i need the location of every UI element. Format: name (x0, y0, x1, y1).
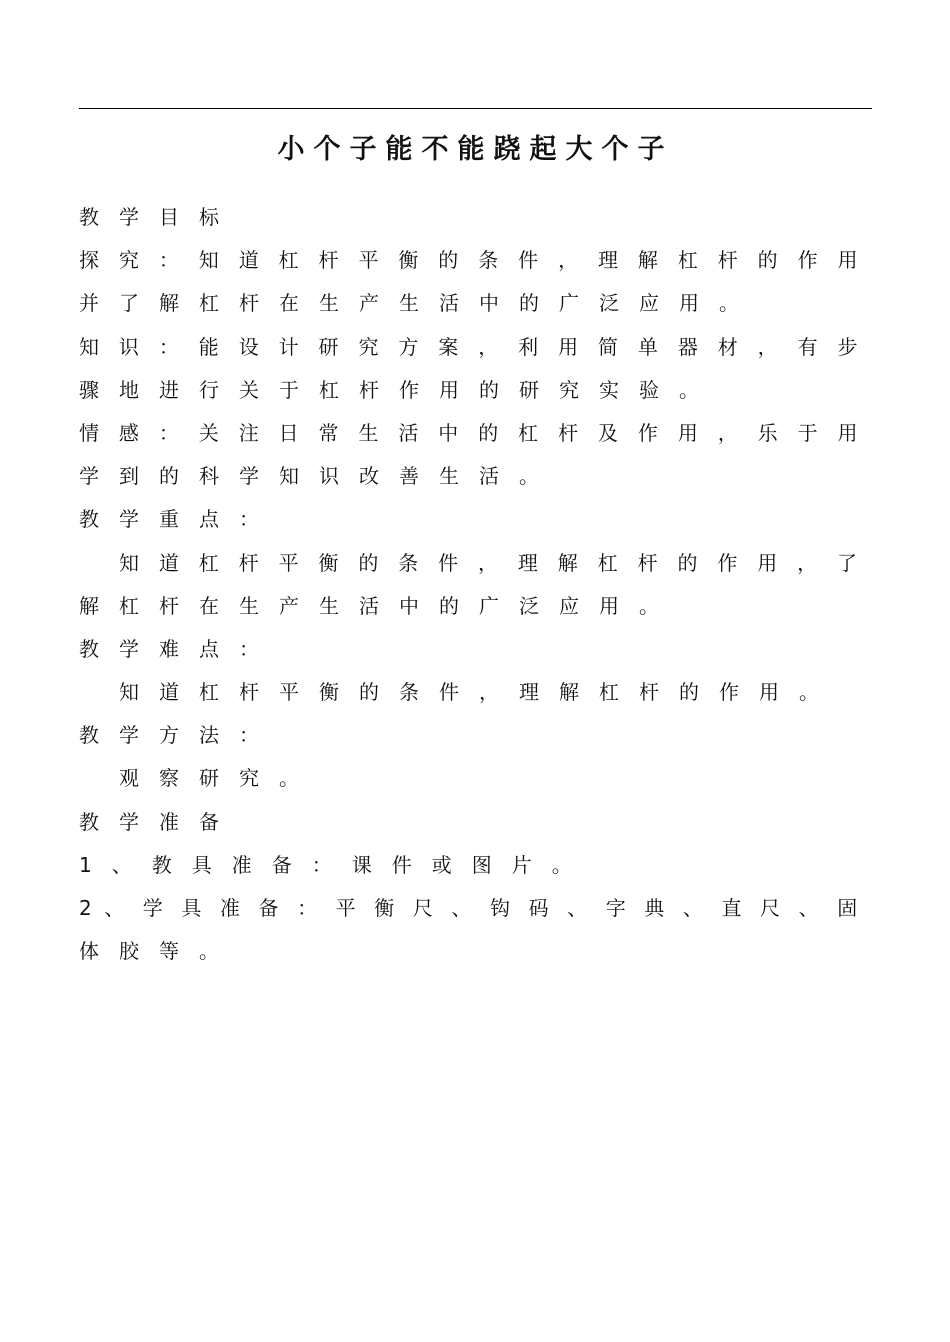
objective-emotion-line-1: 情 感 ： 关 注 日 常 生 活 中 的 杠 杆 及 作 用 ， 乐 于 用 (79, 420, 858, 445)
section-heading-difficulties: 教学难点： (79, 636, 279, 661)
section-heading-preparation: 教学准备 (79, 809, 239, 834)
objective-knowledge-line-2: 骤地进行关于杠杆作用的研究实验。 (79, 377, 719, 402)
section-heading-objectives: 教学目标 (79, 205, 239, 229)
methods-line: 观察研究。 (119, 766, 319, 791)
key-points-line-2: 解杠杆在生产生活中的广泛应用。 (79, 593, 679, 618)
section-heading-methods: 教学方法： (79, 723, 279, 748)
preparation-item-2-line-2: 体胶等。 (79, 939, 239, 964)
difficulties-line: 知道杠杆平衡的条件，理解杠杆的作用。 (119, 680, 839, 705)
objective-emotion-line-2: 学到的科学知识改善生活。 (79, 464, 559, 489)
objective-knowledge-line-1: 知 识 ： 能 设 计 研 究 方 案 ， 利 用 简 单 器 材 ， 有 步 (79, 334, 858, 359)
header-rule (79, 108, 872, 109)
preparation-item-1: 1、教具准备：课件或图片。 (79, 852, 592, 877)
document-title: 小个子能不能跷起大个子 (277, 134, 674, 165)
objective-inquiry-line-1: 探 究 ： 知 道 杠 杆 平 衡 的 条 件 ， 理 解 杠 杆 的 作 用 (79, 248, 858, 273)
objective-inquiry-line-2: 并了解杠杆在生产生活中的广泛应用。 (79, 291, 759, 316)
preparation-item-2-line-1: 2 、 学 具 准 备 ： 平 衡 尺 、 钩 码 、 字 典 、 直 尺 、 固 (79, 896, 858, 920)
section-heading-key-points: 教学重点： (79, 507, 279, 532)
document-body (79, 196, 857, 973)
key-points-line-1: 知 道 杠 杆 平 衡 的 条 件 ， 理 解 杠 杆 的 作 用 ， 了 (119, 550, 858, 575)
